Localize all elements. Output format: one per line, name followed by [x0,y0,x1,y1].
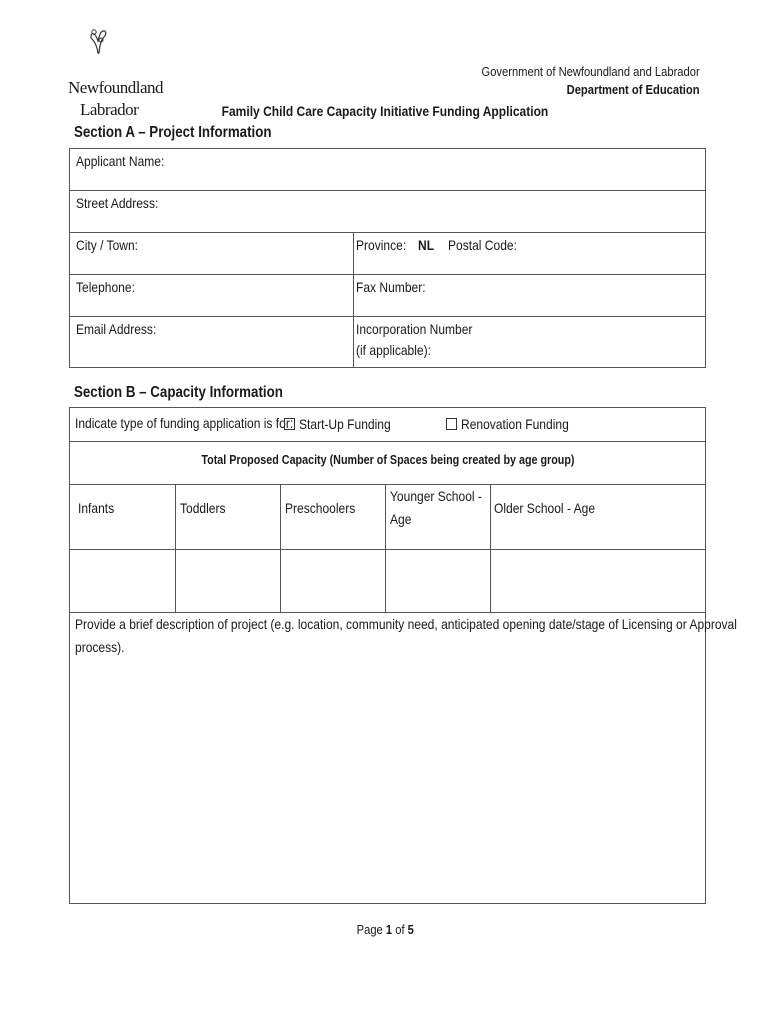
project-information-table [69,148,706,368]
project-description-area[interactable] [70,612,737,903]
capacity-information-table [69,407,737,904]
age-group-younger-school-age-line2: Age [390,511,412,527]
age-group-header-row [70,484,705,549]
telephone-fax-row [70,274,705,316]
applicant-name-label: Applicant Name: [76,153,165,169]
government-logo [66,28,164,119]
infants-spaces-input[interactable] [70,550,175,612]
funding-type-row [70,408,705,441]
applicant-name-row[interactable] [70,149,705,190]
preschoolers-spaces-input[interactable] [281,550,385,612]
startup-funding-checkbox[interactable] [284,418,295,430]
funding-type-label: Indicate type of funding application is for: [75,415,294,431]
logo-text-labrador: Labrador [80,100,139,119]
fax-number-label[interactable]: Fax Number: [356,279,426,295]
section-a-heading: Section A – Project Information [74,124,272,141]
city-province-row [70,232,705,274]
age-group-preschoolers: Preschoolers [285,500,356,516]
email-incorporation-row [70,316,705,367]
logo-text-newfoundland: Newfoundland [68,78,164,97]
street-address-row[interactable] [70,190,705,232]
incorporation-number-label[interactable]: Incorporation Number [356,321,473,337]
telephone-label[interactable]: Telephone: [76,279,135,295]
project-description-prompt-line2: process). [75,639,125,655]
government-name: Government of Newfoundland and Labrador [481,64,700,79]
pitcher-plant-icon [87,28,109,54]
age-group-infants: Infants [78,500,115,516]
province-value: NL [418,237,435,253]
older-school-age-spaces-input[interactable] [491,550,704,612]
age-group-older-school-age: Older School - Age [494,500,596,516]
incorporation-if-applicable-label: (if applicable): [356,342,431,358]
total-proposed-capacity-heading: Total Proposed Capacity (Number of Spaces being created by age group) [200,453,575,467]
capacity-heading-row [70,441,705,484]
project-description-prompt: Provide a brief description of project (e.g. location, community need, anticipated opening date/stage of Licensing or Approval [75,616,737,632]
toddlers-spaces-input[interactable] [176,550,280,612]
age-group-toddlers: Toddlers [180,500,226,516]
city-town-label[interactable]: City / Town: [76,237,139,253]
email-address-label[interactable]: Email Address: [76,321,157,337]
younger-school-age-spaces-input[interactable] [386,550,490,612]
province-label: Province: [356,237,407,253]
renovation-funding-checkbox[interactable] [446,418,457,430]
department-name: Department of Education [567,82,700,97]
section-b-heading: Section B – Capacity Information [74,384,283,401]
age-group-younger-school-age: Younger School - [390,488,482,504]
postal-code-label[interactable]: Postal Code: [448,237,517,253]
page-number: Page 1 of 5 [356,922,414,937]
renovation-funding-option[interactable]: Renovation Funding [446,416,586,432]
startup-funding-option[interactable]: Start-Up Funding [284,416,406,432]
form-title: Family Child Care Capacity Initiative Funding Application [221,103,549,119]
age-group-values-row [70,549,705,612]
street-address-label: Street Address: [76,195,159,211]
